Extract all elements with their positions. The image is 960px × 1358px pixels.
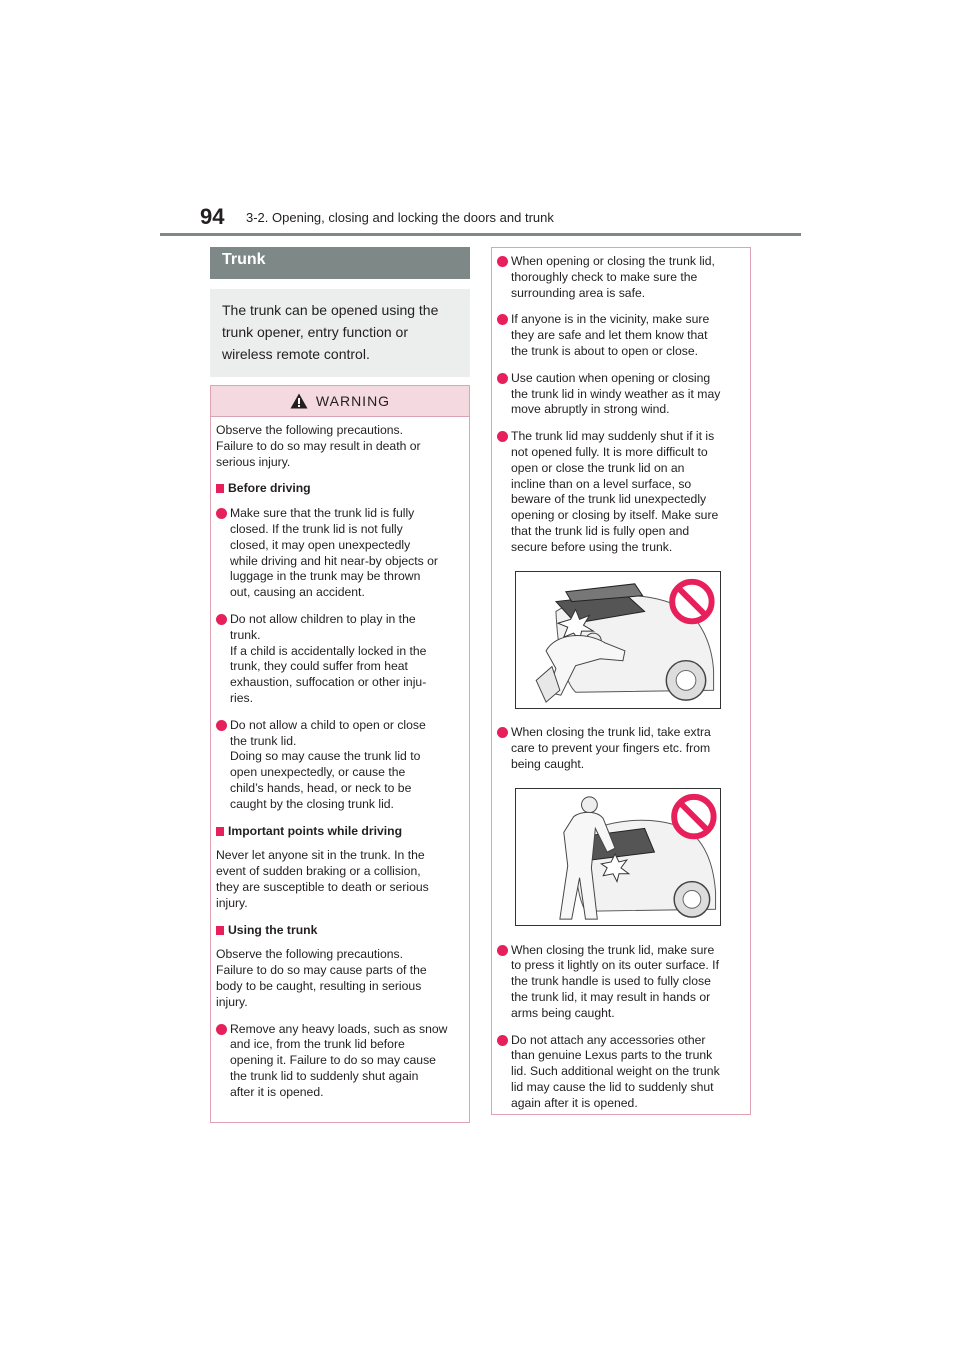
important-points-text: Never let anyone sit in the trunk. In the event of sudden braking or a collision, they are susceptible to death or serious injury. [216, 848, 429, 910]
using-trunk-text: Observe the following precautions. Failure to do so may cause parts of the body to be caught, resulting in serious injury. [216, 947, 427, 1009]
list-item: Do not allow children to play in the trunk. If a child is accidentally locked in the trunk, they could suffer from heat exhaustion, suffocation or other inju- ries. [216, 612, 464, 707]
bullet-dot-icon [216, 508, 227, 519]
list-item: The trunk lid may suddenly shut if it is not opened fully. It is more difficult to open or close the trunk lid on an incline than on a level surface, so beware of the trunk lid unexpectedly opening or closing by itself. Make sure that the trunk lid is fully open and secure before using the trunk. [497, 429, 745, 555]
square-bullet-icon [216, 827, 224, 836]
square-bullet-icon [216, 926, 224, 935]
warning-intro: Observe the following precautions. Failure to do so may result in death or serious injury. [216, 423, 421, 469]
warning-triangle-icon [290, 393, 308, 409]
list-item: Do not allow a child to open or close the trunk lid. Doing so may cause the trunk lid to open unexpectedly, or cause the child’s hands, head, or neck to be caught by the closing trunk lid. [216, 718, 464, 813]
list-item: When closing the trunk lid, make sure to press it lightly on its outer surface. If the trunk handle is used to fully close the trunk lid, it may result in hands or arms being caught. [497, 943, 745, 1022]
section-title: 3-2. Opening, closing and locking the doors and trunk [246, 210, 554, 225]
bullet-dot-icon [216, 614, 227, 625]
left-column [210, 247, 470, 1123]
bullet-dot-icon [497, 727, 508, 738]
list-item: Remove any heavy loads, such as snow and ice, from the trunk lid before opening it. Failure to do so may cause the trunk lid to suddenly shut again after it is opened. [216, 1022, 464, 1101]
trunk-lid-hazard-illustration [515, 571, 721, 709]
page-number: 94 [200, 204, 225, 229]
bullet-dot-icon [497, 1035, 508, 1046]
prohibited-icon [674, 797, 713, 836]
bullet-dot-icon [216, 720, 227, 731]
prohibited-icon [672, 581, 711, 620]
bullet-dot-icon [497, 314, 508, 325]
subheading-using-trunk: Using the trunk [216, 923, 464, 939]
bullet-dot-icon [497, 256, 508, 267]
warning-header [211, 386, 469, 417]
warning-label: WARNING [315, 393, 391, 409]
bullet-dot-icon [497, 945, 508, 956]
list-item: If anyone is in the vicinity, make sure they are safe and let them know that the trunk is about to open or close. [497, 312, 745, 359]
list-item: When closing the trunk lid, take extra care to prevent your fingers etc. from being caught. [497, 725, 745, 772]
bullet-dot-icon [216, 1024, 227, 1035]
intro-line: trunk opener, entry function or [222, 324, 408, 340]
list-item: Use caution when opening or closing the trunk lid in windy weather as it may move abruptly in strong wind. [497, 371, 745, 418]
list-item: Make sure that the trunk lid is fully closed. If the trunk lid is not fully closed, it may open unexpectedly while driving and hit near-by objects or luggage in the trunk may be thrown out, causing an accident. [216, 506, 464, 601]
warning-box [210, 385, 470, 1123]
bullet-dot-icon [497, 373, 508, 384]
intro-box [210, 289, 470, 377]
subheading-before-driving: Before driving [216, 481, 464, 497]
warning-body [211, 417, 469, 1100]
trunk-closing-hazard-illustration [515, 788, 721, 926]
square-bullet-icon [216, 484, 224, 493]
section-banner: Trunk [210, 247, 470, 279]
subheading-important-points: Important points while driving [216, 824, 464, 840]
intro-line: The trunk can be opened using the [222, 302, 439, 318]
bullet-dot-icon [497, 431, 508, 442]
list-item: When opening or closing the trunk lid, thoroughly check to make sure the surrounding area is safe. [497, 254, 745, 301]
list-item: Do not attach any accessories other than genuine Lexus parts to the trunk lid. Such additional weight on the trunk lid may cause the lid to suddenly shut again after it is opened. [497, 1033, 745, 1112]
intro-line: wireless remote control. [222, 346, 370, 362]
right-warning-column [491, 247, 751, 1115]
header-rule [160, 233, 801, 236]
